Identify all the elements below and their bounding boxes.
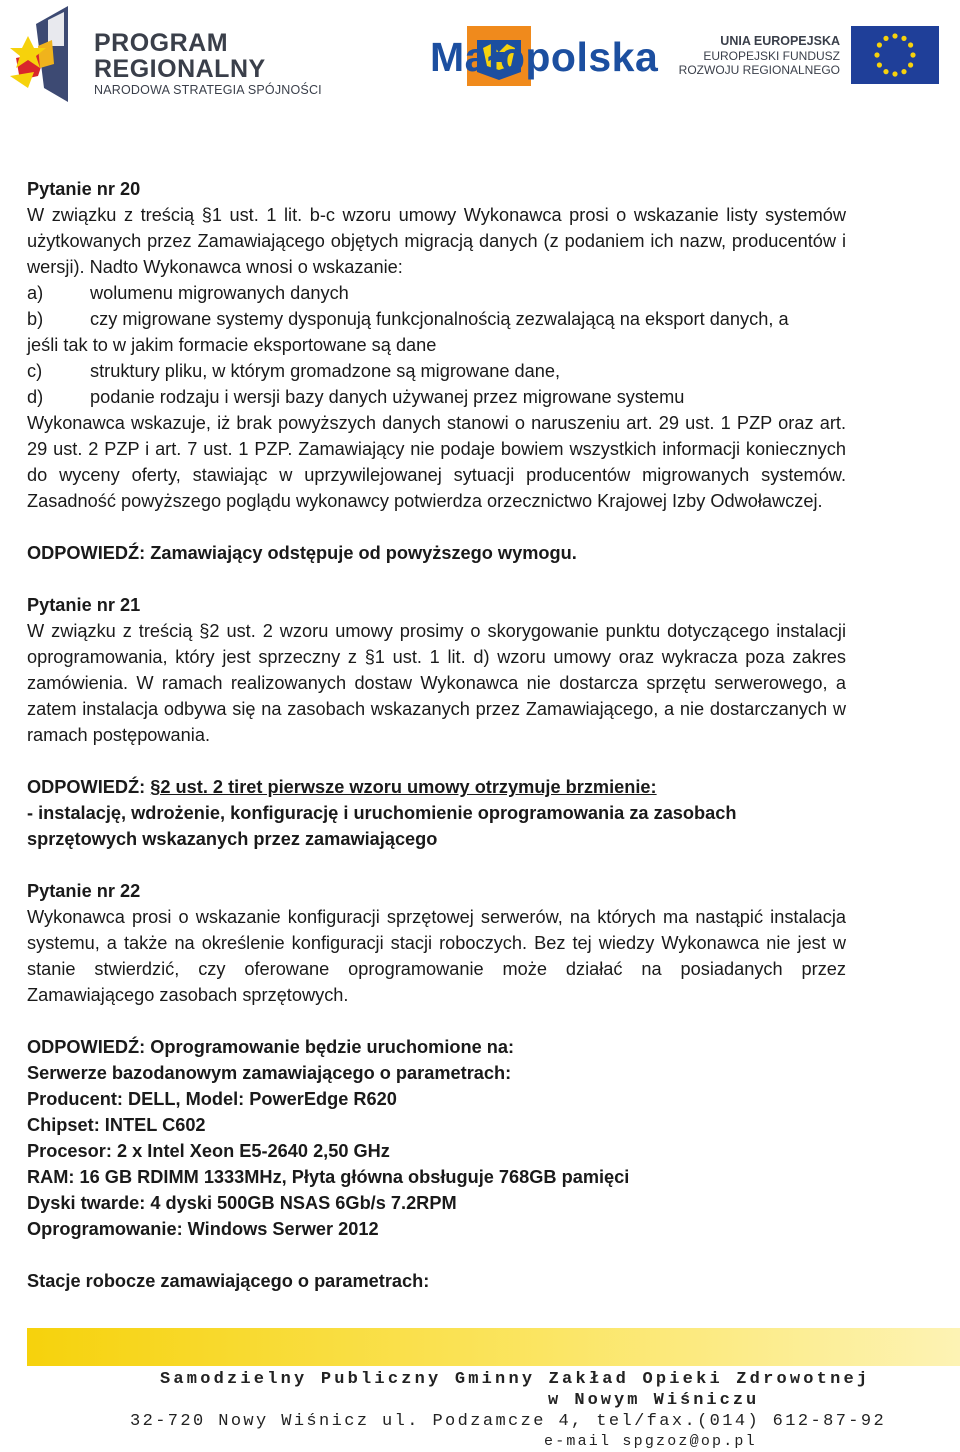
q20-item-b-continuation: jeśli tak to w jakim formacie eksportowane są dane (27, 335, 437, 355)
item-label: a) (27, 283, 44, 303)
item-label: c) (27, 361, 43, 381)
q22-title: Pytanie nr 22 (27, 881, 141, 901)
q20-item-b (27, 306, 846, 332)
program-logo-line2: REGIONALNY (94, 55, 266, 83)
q22-stations: Stacje robocze zamawiającego o parametrach: (27, 1271, 430, 1291)
q21-answer-prefix: ODPOWIEDŹ: (27, 777, 151, 797)
q20-title: Pytanie nr 20 (27, 179, 141, 199)
q22-body: Wykonawca prosi o wskazanie konfiguracji sprzętowej serwerów, na których ma nastąpić instalacja systemu, a także na określenie konfiguracji stacji roboczych. Bez tej wiedzy Wykonawca nie jest w stanie stwierdzić, czy oferowane oprogramowanie może działać na posiadanych przez Zamawiającego zasobach sprzętowych. (27, 907, 846, 1005)
document-body (27, 176, 846, 1294)
footer-line2: w Nowym Wiśniczu (548, 1391, 760, 1410)
item-text: struktury pliku, w którym gromadzone są migrowane dane, (90, 361, 561, 381)
q21-answer (27, 774, 846, 800)
q22-answer-line: Procesor: 2 x Intel Xeon E5-2640 2,50 GHz (27, 1141, 390, 1161)
item-label: b) (27, 309, 44, 329)
program-logo-line3: NARODOWA STRATEGIA SPÓJNOŚCI (94, 83, 322, 97)
q22-answer-line: Dyski twarde: 4 dyski 500GB NSAS 6Gb/s 7.2RPM (27, 1193, 457, 1213)
q22-answer-line: Oprogramowanie: Windows Serwer 2012 (27, 1219, 379, 1239)
program-regionalny-text (94, 30, 322, 98)
eu-line3: ROZWOJU REGIONALNEGO (678, 63, 840, 77)
q20-intro: W związku z treścią §1 ust. 1 lit. b-c wzoru umowy Wykonawca prosi o wskazanie listy systemów użytkowanych przez Zamawiającego objętych migracją danych (z podaniem ich nazw, producentów i wersji). Nadto Wykonawca wnosi o wskazanie: (27, 205, 846, 277)
q20-item-a (27, 280, 846, 306)
footer-bar (27, 1328, 960, 1366)
item-text: czy migrowane systemy dysponują funkcjonalnością zezwalającą na eksport danych, a (90, 309, 789, 329)
q20-answer: ODPOWIEDŹ: Zamawiający odstępuje od powyższego wymogu. (27, 543, 577, 563)
q22-answer-line: Producent: DELL, Model: PowerEdge R620 (27, 1089, 397, 1109)
eu-line1: UNIA EUROPEJSKA (720, 34, 840, 48)
eu-flag-icon (851, 26, 939, 84)
q22-answer-line: RAM: 16 GB RDIMM 1333MHz, Płyta główna obsługuje 768GB pamięci (27, 1167, 630, 1187)
eu-text (679, 34, 840, 77)
q22-answer-line: Serwerze bazodanowym zamawiającego o parametrach: (27, 1063, 512, 1083)
item-text: wolumenu migrowanych danych (90, 283, 349, 303)
q20-item-c (27, 358, 846, 384)
q21-answer-line3: sprzętowych wskazanych przez zamawiającego (27, 829, 438, 849)
header (0, 0, 960, 115)
footer-line1: Samodzielny Publiczny Gminny Zakład Opieki Zdrowotnej (160, 1370, 871, 1389)
footer-line3: 32-720 Nowy Wiśnicz ul. Podzamcze 4, tel/fax.(014) 612-87-92 (130, 1412, 887, 1431)
malopolska-name: Małopolska (430, 34, 659, 80)
eu-line2: EUROPEJSKI FUNDUSZ (703, 49, 840, 63)
q21-answer-underlined: §2 ust. 2 tiret pierwsze wzoru umowy otrzymuje brzmienie: (150, 777, 657, 797)
q20-closing: Wykonawca wskazuje, iż brak powyższych danych stanowi o naruszeniu art. 29 ust. 1 PZP oraz art. 29 ust. 2 PZP i art. 7 ust. 1 PZP. Zamawiający nie podaje bowiem wszystkich informacji koniecznych do wyceny oferty, stawiając w uprzywilejowanej sytuacji producentów migrowanych systemów. Zasadność powyższego poglądu wykonawcy potwierdza orzecznictwo Krajowej Izby Odwoławczej. (27, 413, 846, 511)
item-text: podanie rodzaju i wersji bazy danych używanej przez migrowane systemu (90, 387, 685, 407)
q21-title: Pytanie nr 21 (27, 595, 141, 615)
q22-answer-line: Chipset: INTEL C602 (27, 1115, 206, 1135)
item-label: d) (27, 387, 44, 407)
q22-answer-line: ODPOWIEDŹ: Oprogramowanie będzie uruchomione na: (27, 1037, 515, 1057)
program-logo-line1: PROGRAM (94, 29, 229, 57)
q21-answer-line2: - instalację, wdrożenie, konfigurację i uruchomienie oprogramowania za zasobach (27, 803, 737, 823)
footer-line4: e-mail spgzoz@op.pl (544, 1433, 757, 1450)
q21-body: W związku z treścią §2 ust. 2 wzoru umowy prosimy o skorygowanie punktu dotyczącego instalacji oprogramowania, który jest sprzeczny z §1 ust. 1 lit. d) wzoru umowy oraz wykracza poza zakres zamówienia. W ramach realizowanych dostaw Wykonawca nie dostarcza sprzętu serwerowego, a zatem instalacja odbywa się na zasobach wskazanych przez Zamawiającego, a nie dostarczanych w ramach postępowania. (27, 621, 846, 745)
q20-item-d (27, 384, 846, 410)
